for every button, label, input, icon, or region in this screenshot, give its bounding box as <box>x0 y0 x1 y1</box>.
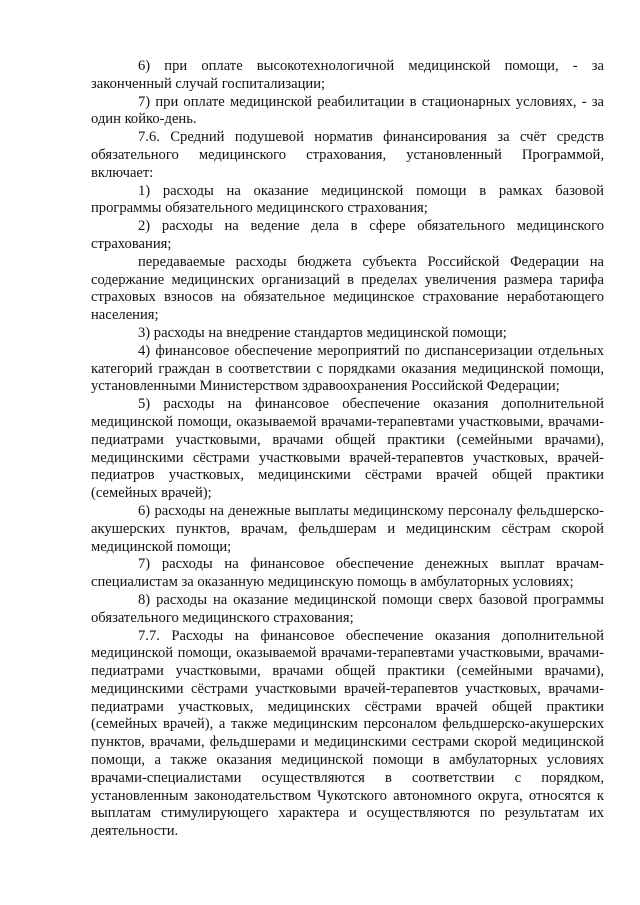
paragraph-item-2: 2) расходы на ведение дела в сфере обязательного медицинского страхования; <box>91 218 604 252</box>
paragraph-section-7-7: 7.7. Расходы на финансовое обеспечение оказания дополнительной медицинской помощи, оказываемой врачами-терапевтами участковыми, врачами-педиатрами участковыми, врачами общей практики (семейными врачами), медицинскими сёстрами участковыми врачей-терапевтов участковых, врачами-педиатрами участковых, медицинских сёстрами врачей общей практики (семейных врачей), а также медицинским персоналом фельдшерско-акушерских пунктов, врачами, фельдшерами и медицинскими сестрами скорой медицинской помощи, а также оказания медицинской помощи в амбулаторных условиях врачами-специалистами осуществляются в соответствии с порядком, установленным законодательством Чукотского автономного округа, относятся к выплатам стимулирующего характера и осуществляются по результатам их деятельности. <box>91 627 604 840</box>
paragraph-transferred-expenses: передаваемые расходы бюджета субъекта Российской Федерации на содержание медицинских организаций в пределах увеличения размера тарифа страховых взносов на обязательное медицинское страхование неработающего населения; <box>91 253 604 324</box>
paragraph-section-7-6: 7.6. Средний подушевой норматив финансирования за счёт средств обязательного медицинского страхования, установленный Программой, включает: <box>91 129 604 181</box>
paragraph-item-6: 6) расходы на денежные выплаты медицинскому персоналу фельдшерско-акушерских пунктов, врачам, фельдшерам и медицинским сёстрам скорой медицинской помощи; <box>91 502 604 555</box>
paragraph-item-4: 4) финансовое обеспечение мероприятий по диспансеризации отдельных категорий граждан в соответствии с порядками оказания медицинской помощи, установленными Министерством здравоохранения Российской Федерации; <box>91 342 604 395</box>
document-page <box>91 58 604 841</box>
paragraph-item-1: 1) расходы на оказание медицинской помощи в рамках базовой программы обязательного медицинского страхования; <box>91 182 604 217</box>
paragraph-item-6-hightech: 6) при оплате высокотехнологичной медицинской помощи, - за законченный случай госпитализации; <box>91 58 604 92</box>
paragraph-item-7-rehab: 7) при оплате медицинской реабилитации в стационарных условиях, - за один койко-день. <box>91 93 604 128</box>
paragraph-item-8: 8) расходы на оказание медицинской помощи сверх базовой программы обязательного медицинского страхования; <box>91 591 604 626</box>
paragraph-item-7: 7) расходы на финансовое обеспечение денежных выплат врачам-специалистам за оказанную медицинскую помощь в амбулаторных условиях; <box>91 556 604 591</box>
paragraph-item-5: 5) расходы на финансовое обеспечение оказания дополнительной медицинской помощи, оказываемой врачами-терапевтами участковыми, врачами-педиатрами участковыми, врачами общей практики (семейными врачами), медицинскими сёстрами участковыми врачей-терапевтов участковых, врачей-педиатров участковых, медицинскими сёстрами врачей общей практики (семейных врачей); <box>91 396 604 502</box>
paragraph-item-3: 3) расходы на внедрение стандартов медицинской помощи; <box>138 324 507 341</box>
